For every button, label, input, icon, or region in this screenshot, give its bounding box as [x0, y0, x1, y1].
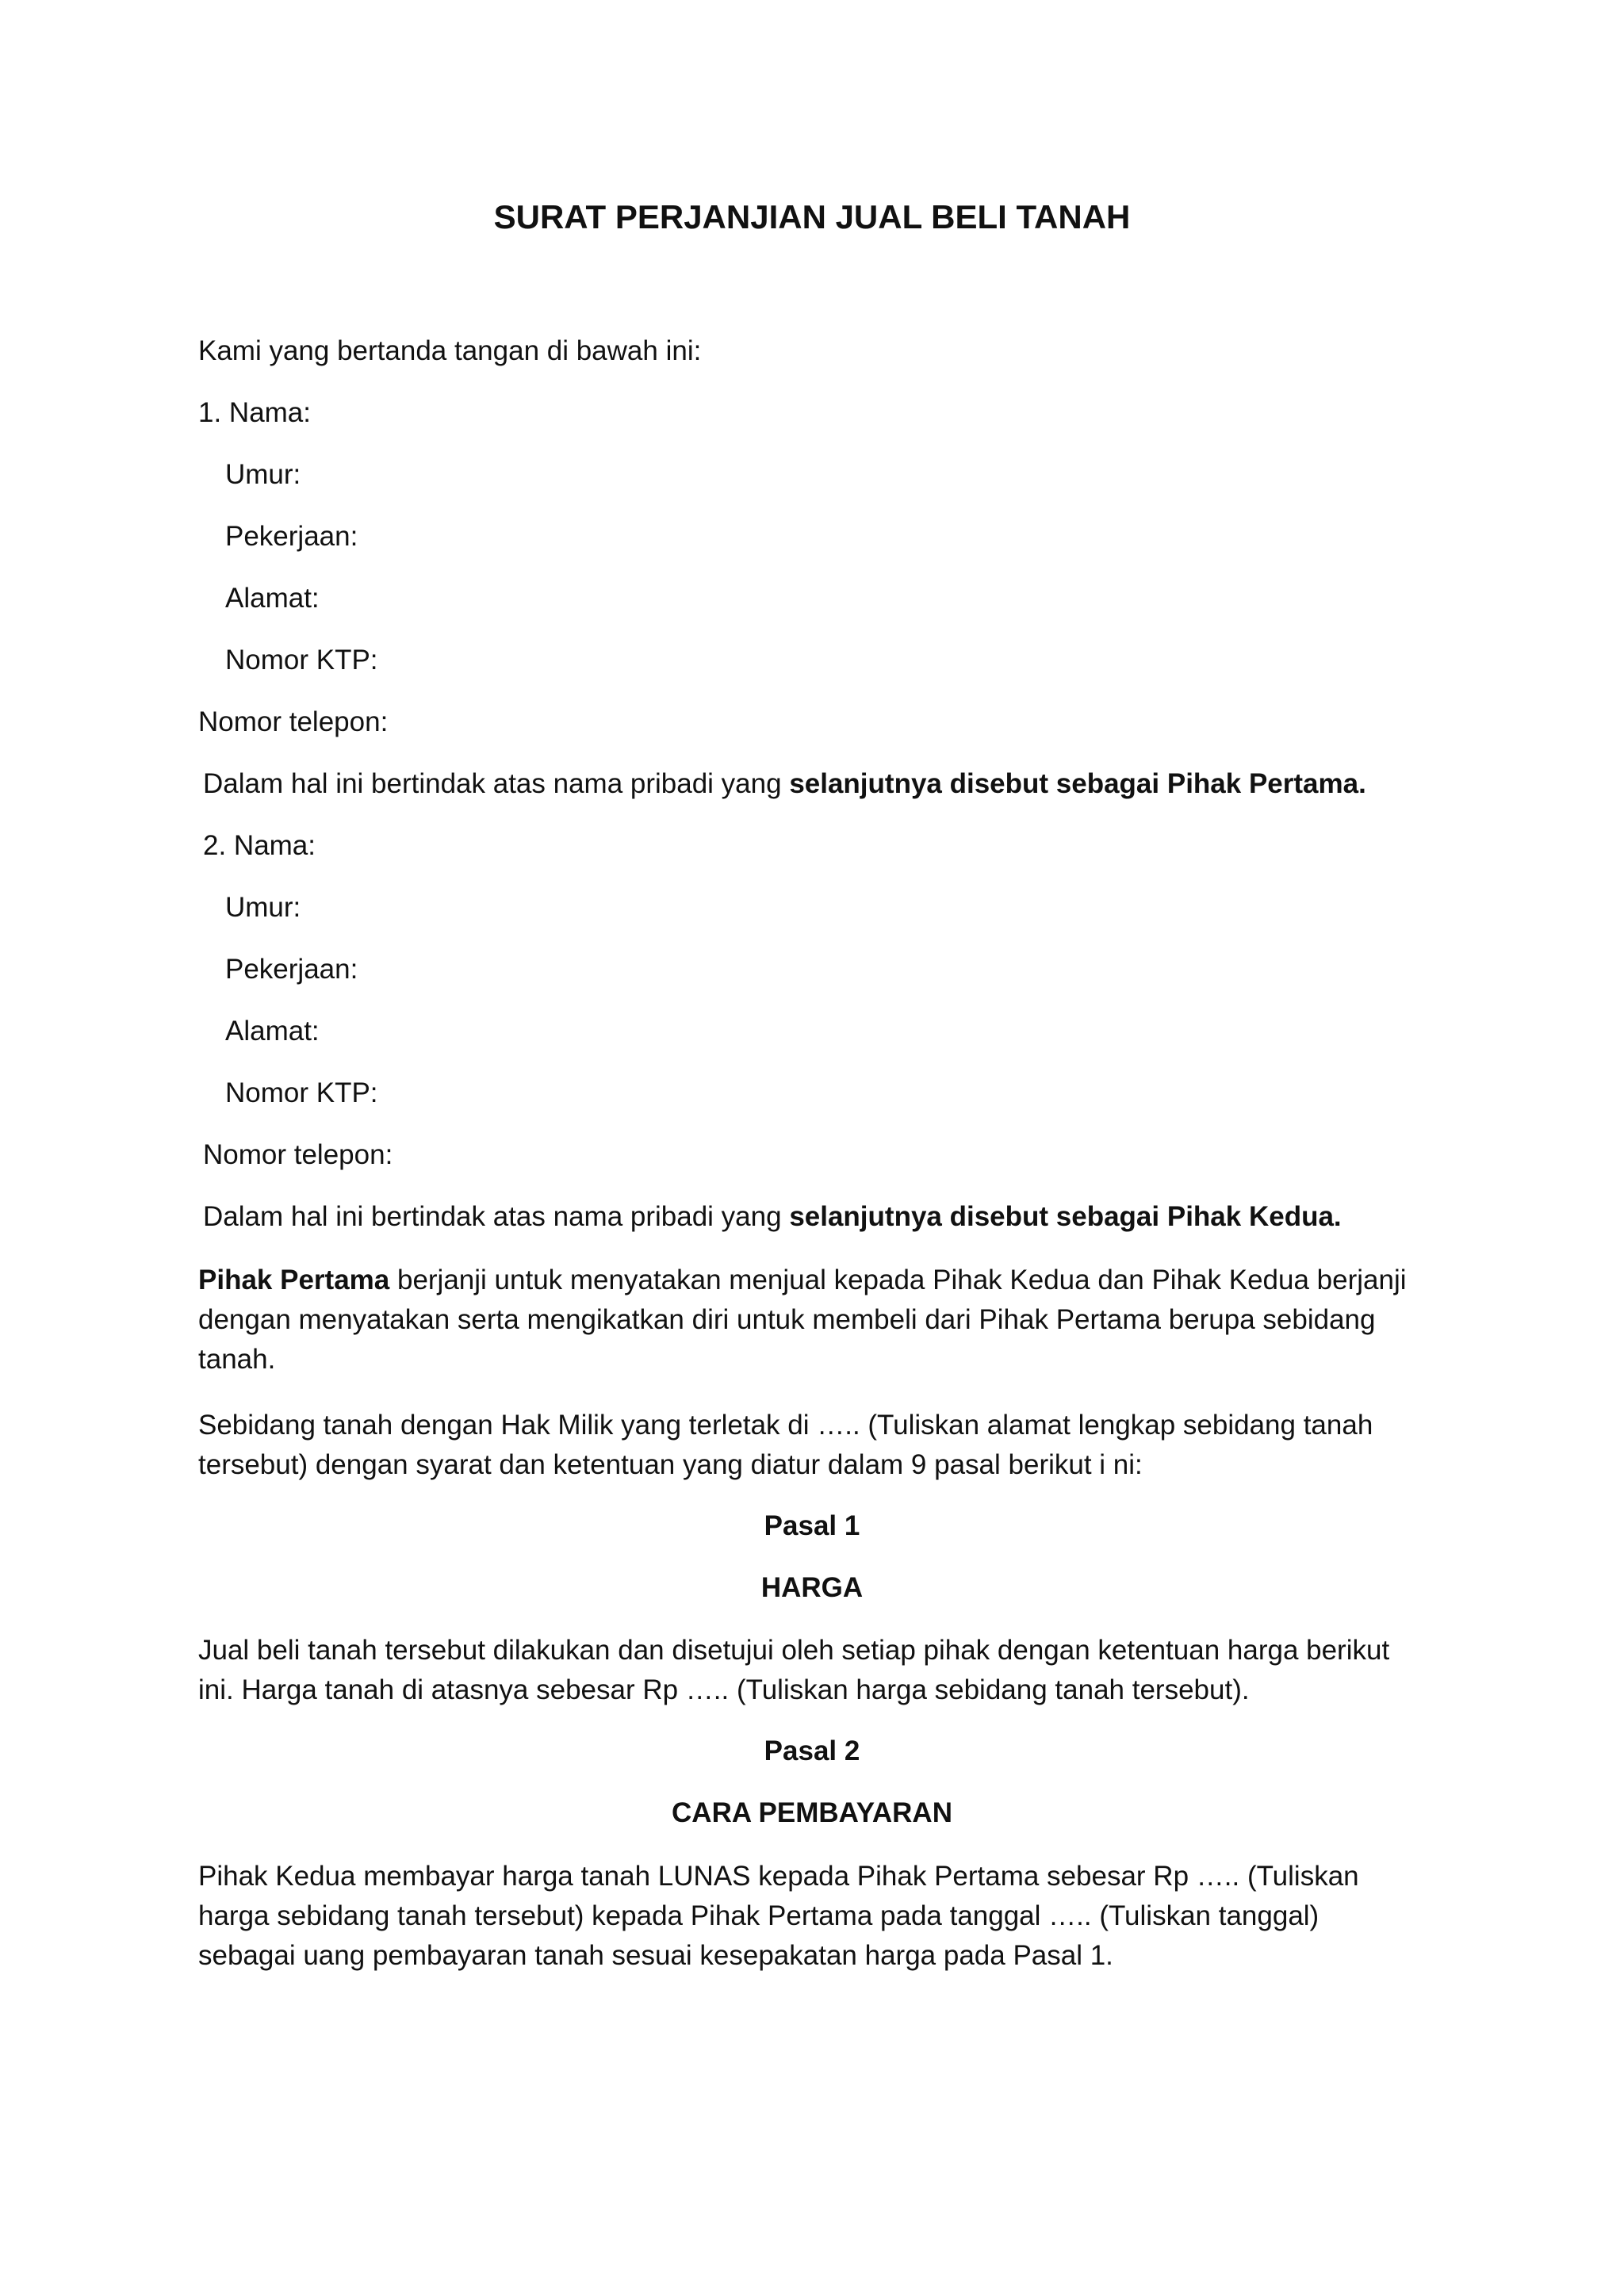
- agreement-paragraph: [198, 1261, 1419, 1380]
- agreement-text: berjanji untuk menyatakan menjual kepada Pihak Kedua dan Pihak Kedua berjanji dengan menyatakan serta mengikatkan diri untuk membeli dari Pihak Pertama berupa sebidang tanah.: [198, 1265, 1407, 1375]
- intro-text: Kami yang bertanda tangan di bawah ini:: [198, 335, 702, 366]
- party1-umur-label: Umur:: [225, 459, 301, 490]
- party1-telepon-label: Nomor telepon:: [198, 706, 389, 737]
- pasal2-text: Pihak Kedua membayar harga tanah LUNAS kepada Pihak Pertama sebesar Rp ….. (Tuliskan harga sebidang tanah tersebut) kepada Pihak Pertama pada tanggal ….. (Tuliskan tanggal) sebagai uang pembayaran tanah sesuai kesepakatan harga pada Pasal 1.: [198, 1861, 1359, 1971]
- party1-pekerjaan-label: Pekerjaan:: [225, 521, 358, 552]
- land-paragraph: Sebidang tanah dengan Hak Milik yang terletak di ….. (Tuliskan alamat lengkap sebidang tanah tersebut) dengan syarat dan ketentuan yang diatur dalam 9 pasal berikut i ni:: [198, 1410, 1373, 1480]
- party2-nama-label: 2. Nama:: [203, 830, 316, 861]
- party1-nama-label: 1. Nama:: [198, 397, 311, 428]
- agreement-bold-lead: Pihak Pertama: [198, 1265, 390, 1295]
- party2-statement-bold: selanjutnya disebut sebagai Pihak Kedua.: [789, 1201, 1342, 1232]
- pasal1-text: Jual beli tanah tersebut dilakukan dan disetujui oleh setiap pihak dengan ketentuan harga berikut ini. Harga tanah di atasnya sebesar Rp ….. (Tuliskan harga sebidang tanah tersebut).: [198, 1635, 1390, 1705]
- pasal1-heading: HARGA: [760, 1572, 864, 1603]
- party2-umur-label: Umur:: [225, 892, 301, 923]
- party2-alamat-label: Alamat:: [225, 1016, 320, 1047]
- party2-statement: [203, 1197, 1342, 1237]
- party1-statement-bold: selanjutnya disebut sebagai Pihak Pertama.: [789, 768, 1366, 799]
- party2-telepon-label: Nomor telepon:: [203, 1139, 393, 1170]
- party2-statement-plain: Dalam hal ini bertindak atas nama pribadi yang: [203, 1201, 790, 1232]
- party2-ktp-label: Nomor KTP:: [225, 1077, 378, 1108]
- pasal2-heading: CARA PEMBAYARAN: [672, 1797, 952, 1828]
- pasal2-number: Pasal 2: [764, 1735, 860, 1766]
- party1-statement: [203, 764, 1366, 804]
- party1-alamat-label: Alamat:: [225, 583, 320, 614]
- document-title: SURAT PERJANJIAN JUAL BELI TANAH: [493, 198, 1131, 235]
- party1-ktp-label: Nomor KTP:: [225, 645, 378, 675]
- party2-pekerjaan-label: Pekerjaan:: [225, 954, 358, 985]
- pasal1-number: Pasal 1: [764, 1510, 860, 1541]
- party1-statement-plain: Dalam hal ini bertindak atas nama pribadi yang: [203, 768, 790, 799]
